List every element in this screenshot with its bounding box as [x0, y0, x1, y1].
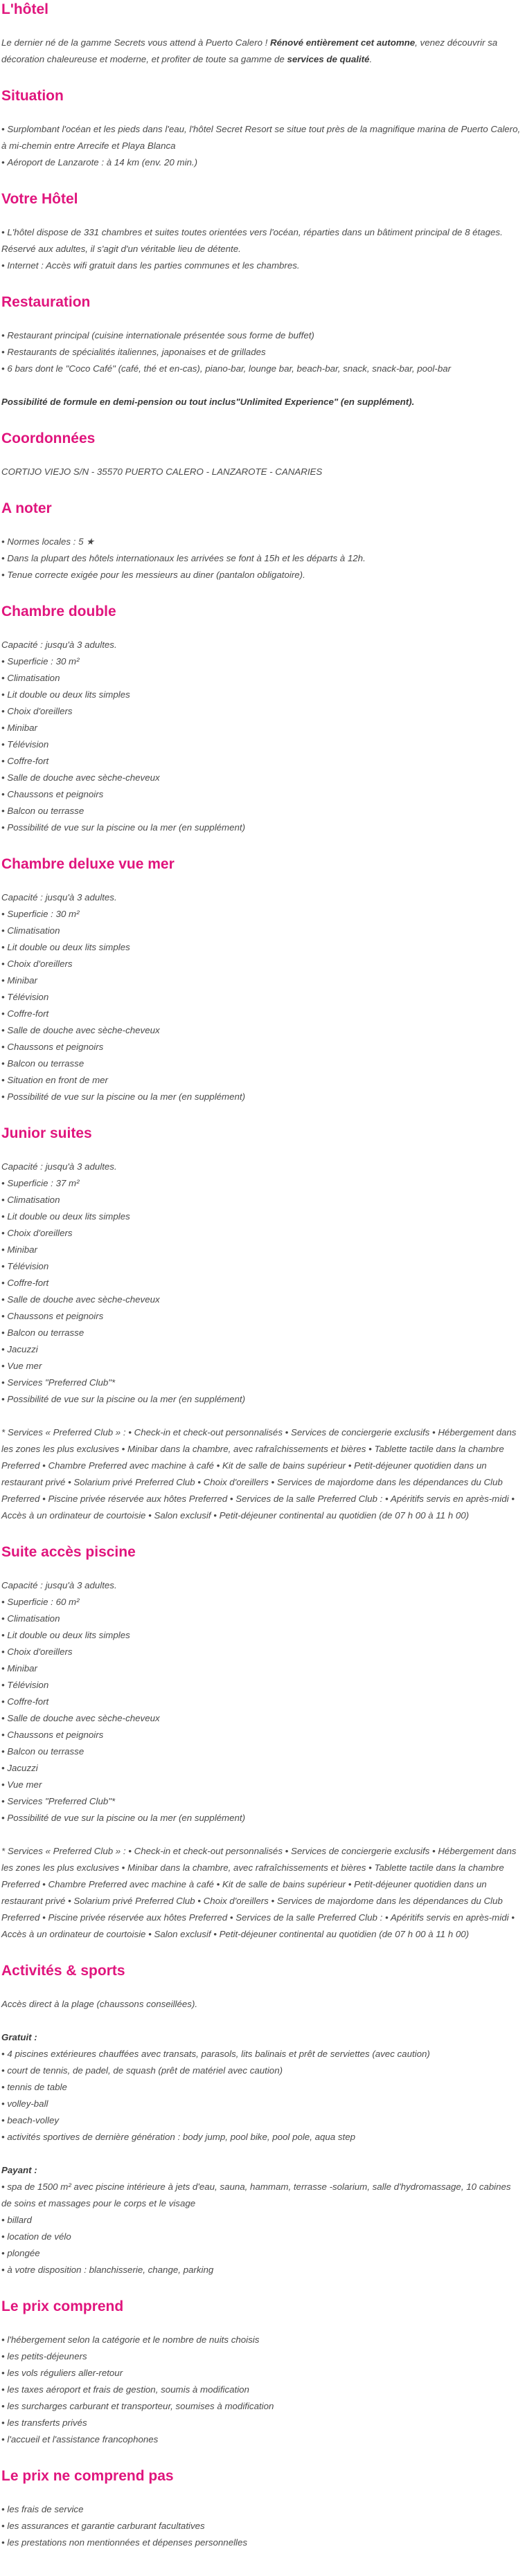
list-item: • Coffre-fort	[1, 1275, 524, 1291]
activites-intro: Accès direct à la plage (chaussons conseillées).	[1, 1999, 198, 2009]
junior-suites-list	[1, 1175, 524, 1408]
list-item: • Coffre-fort	[1, 1694, 524, 1710]
list-item: • Services "Preferred Club"*	[1, 1793, 524, 1810]
restauration-note: Possibilité de formule en demi-pension ou tout inclus"Unlimited Experience" (en supplément).	[1, 397, 415, 407]
room-capacity: Capacité : jusqu'à 3 adultes.	[1, 1580, 117, 1590]
list-item: • 6 bars dont le "Coco Café" (café, thé et en-cas), piano-bar, lounge bar, beach-bar, snack, snack-bar, pool-bar	[1, 361, 524, 377]
list-item: • Choix d'oreillers	[1, 956, 524, 972]
list-item: • Aéroport de Lanzarote : à 14 km (env. 20 min.)	[1, 154, 524, 171]
list-item: • Superficie : 60 m²	[1, 1594, 524, 1611]
list-item: • Télévision	[1, 1677, 524, 1694]
prix-comprend-list	[1, 2332, 524, 2448]
list-item: • Climatisation	[1, 670, 524, 687]
section-title-prix-comprend: Le prix comprend	[1, 2298, 124, 2314]
section-title-a-noter: A noter	[1, 500, 52, 516]
section-situation	[1, 87, 524, 171]
list-item: • Choix d'oreillers	[1, 1644, 524, 1660]
section-title-votre-hotel: Votre Hôtel	[1, 191, 78, 207]
list-item: • spa de 1500 m² avec piscine intérieure à jets d'eau, sauna, hammam, terrasse -solarium, salle d'hydromassage, 10 cabines de soins et massages pour le corps et le visage	[1, 2179, 524, 2212]
list-item: • Dans la plupart des hôtels internationaux les arrivées se font à 15h et les départs à 12h.	[1, 550, 524, 567]
list-item: • les assurances et garantie carburant facultatives	[1, 2518, 524, 2534]
prix-ne-comprend-list	[1, 2501, 524, 2551]
list-item: • à votre disposition : blanchisserie, change, parking	[1, 2262, 524, 2278]
list-item: • les transferts privés	[1, 2415, 524, 2431]
list-item: • Lit double ou deux lits simples	[1, 687, 524, 703]
room-capacity: Capacité : jusqu'à 3 adultes.	[1, 1161, 117, 1172]
gratuit-label: Gratuit :	[1, 2032, 37, 2042]
payant-label: Payant :	[1, 2165, 37, 2175]
section-hotel	[1, 0, 524, 68]
list-item: • Minibar	[1, 720, 524, 736]
section-junior-suites	[1, 1124, 524, 1524]
section-title-chambre-deluxe: Chambre deluxe vue mer	[1, 856, 175, 872]
list-item: • Superficie : 30 m²	[1, 653, 524, 670]
list-item: • les frais de service	[1, 2501, 524, 2518]
list-item: • billard	[1, 2212, 524, 2229]
list-item: • Superficie : 37 m²	[1, 1175, 524, 1192]
preferred-club-footnote: * Services « Preferred Club » : • Check-in et check-out personnalisés • Services de conciergerie exclusifs • Hébergement dans les zones les plus exclusives • Minibar dans la chambre, avec rafraîchissements et bières • Tablette tactile dans la chambre Preferred • Chambre Preferred avec machine à café • Kit de salle de bains supérieur • Petit-déjeuner quotidien dans un restaurant privé • Solarium privé Preferred Club • Choix d'oreillers • Services de majordome dans les dépendances du Club Preferred • Piscine privée réservée aux hôtes Preferred • Services de la salle Preferred Club : • Apéritifs servis en après-midi • Accès à un ordinateur de courtoisie • Salon exclusif • Petit-déjeuner continental au quotidien (de 07 h 00 à 11 h 00)	[1, 1427, 517, 1521]
section-votre-hotel	[1, 190, 524, 274]
list-item: • Possibilité de vue sur la piscine ou la mer (en supplément)	[1, 1391, 524, 1408]
hotel-intro: Le dernier né de la gamme Secrets vous attend à Puerto Calero ! Rénové entièrement cet automne, venez découvrir sa décoration chaleureuse et moderne, et profiter de toute sa gamme de services de qualité.	[1, 37, 498, 64]
list-item: • Salle de douche avec sèche-cheveux	[1, 1291, 524, 1308]
list-item: • Normes locales : 5 ★	[1, 534, 524, 550]
chambre-deluxe-list	[1, 906, 524, 1105]
section-title-situation: Situation	[1, 88, 64, 104]
section-chambre-deluxe	[1, 855, 524, 1105]
list-item: • plongée	[1, 2245, 524, 2262]
suite-piscine-list	[1, 1594, 524, 1826]
list-item: • Balcon ou terrasse	[1, 1325, 524, 1341]
address: CORTIJO VIEJO S/N - 35570 PUERTO CALERO - LANZAROTE - CANARIES	[1, 466, 323, 477]
section-activites	[1, 1961, 524, 2278]
section-title-prix-ne-comprend: Le prix ne comprend pas	[1, 2468, 174, 2484]
list-item: • Coffre-fort	[1, 753, 524, 770]
list-item: • Tenue correcte exigée pour les messieurs au diner (pantalon obligatoire).	[1, 567, 524, 583]
list-item: • Lit double ou deux lits simples	[1, 1627, 524, 1644]
list-item: • tennis de table	[1, 2079, 524, 2096]
section-prix-comprend	[1, 2297, 524, 2448]
list-item: • l'accueil et l'assistance francophones	[1, 2431, 524, 2448]
list-item: • les vols réguliers aller-retour	[1, 2365, 524, 2382]
section-chambre-double	[1, 602, 524, 836]
list-item: • Minibar	[1, 972, 524, 989]
list-item: • Chaussons et peignoirs	[1, 1308, 524, 1325]
section-a-noter	[1, 499, 524, 583]
chambre-double-list	[1, 653, 524, 836]
a-noter-list	[1, 534, 524, 583]
list-item: • volley-ball	[1, 2096, 524, 2112]
list-item: • les prestations non mentionnées et dépenses personnelles	[1, 2534, 524, 2551]
list-item: • Possibilité de vue sur la piscine ou la mer (en supplément)	[1, 1810, 524, 1826]
list-item: • les petits-déjeuners	[1, 2348, 524, 2365]
restauration-list	[1, 327, 524, 377]
section-title-chambre-double: Chambre double	[1, 604, 116, 619]
payant-list	[1, 2179, 524, 2278]
list-item: • les surcharges carburant et transporteur, soumises à modification	[1, 2398, 524, 2415]
list-item: • location de vélo	[1, 2229, 524, 2245]
list-item: • Jacuzzi	[1, 1760, 524, 1777]
situation-list	[1, 121, 524, 171]
section-prix-ne-comprend	[1, 2467, 524, 2551]
list-item: • Salle de douche avec sèche-cheveux	[1, 1022, 524, 1039]
list-item: • Lit double ou deux lits simples	[1, 1208, 524, 1225]
section-restauration	[1, 293, 524, 410]
list-item: • Salle de douche avec sèche-cheveux	[1, 1710, 524, 1727]
list-item: • court de tennis, de padel, de squash (prêt de matériel avec caution)	[1, 2062, 524, 2079]
section-title-suite-piscine: Suite accès piscine	[1, 1544, 136, 1560]
list-item: • Choix d'oreillers	[1, 1225, 524, 1242]
list-item: • Chaussons et peignoirs	[1, 1727, 524, 1743]
list-item: • Situation en front de mer	[1, 1072, 524, 1089]
list-item: • Superficie : 30 m²	[1, 906, 524, 923]
list-item: • les taxes aéroport et frais de gestion, soumis à modification	[1, 2382, 524, 2398]
list-item: • Chaussons et peignoirs	[1, 786, 524, 803]
list-item: • Vue mer	[1, 1358, 524, 1375]
gratuit-list	[1, 2046, 524, 2146]
list-item: • Balcon ou terrasse	[1, 1055, 524, 1072]
list-item: • Choix d'oreillers	[1, 703, 524, 720]
list-item: • Restaurant principal (cuisine internationale présentée sous forme de buffet)	[1, 327, 524, 344]
list-item: • Télévision	[1, 1258, 524, 1275]
list-item: • Lit double ou deux lits simples	[1, 939, 524, 956]
list-item: • Climatisation	[1, 923, 524, 939]
section-title-restauration: Restauration	[1, 294, 91, 310]
list-item: • Télévision	[1, 736, 524, 753]
list-item: • Minibar	[1, 1242, 524, 1258]
list-item: • Possibilité de vue sur la piscine ou la mer (en supplément)	[1, 1089, 524, 1105]
section-title-hotel: L'hôtel	[1, 1, 48, 17]
room-capacity: Capacité : jusqu'à 3 adultes.	[1, 892, 117, 902]
section-title-activites: Activités & sports	[1, 1963, 125, 1979]
preferred-club-footnote: * Services « Preferred Club » : • Check-in et check-out personnalisés • Services de conciergerie exclusifs • Hébergement dans les zones les plus exclusives • Minibar dans la chambre, avec rafraîchissements et bières • Tablette tactile dans la chambre Preferred • Chambre Preferred avec machine à café • Kit de salle de bains supérieur • Petit-déjeuner quotidien dans un restaurant privé • Solarium privé Preferred Club • Choix d'oreillers • Services de majordome dans les dépendances du Club Preferred • Piscine privée réservée aux hôtes Preferred • Services de la salle Preferred Club : • Apéritifs servis en après-midi • Accès à un ordinateur de courtoisie • Salon exclusif • Petit-déjeuner continental au quotidien (de 07 h 00 à 11 h 00)	[1, 1846, 517, 1939]
list-item: • 4 piscines extérieures chauffées avec transats, parasols, lits balinais et prêt de serviettes (avec caution)	[1, 2046, 524, 2062]
list-item: • beach-volley	[1, 2112, 524, 2129]
section-title-coordonnees: Coordonnées	[1, 430, 96, 446]
list-item: • Restaurants de spécialités italiennes, japonaises et de grillades	[1, 344, 524, 361]
list-item: • Possibilité de vue sur la piscine ou la mer (en supplément)	[1, 819, 524, 836]
list-item: • Climatisation	[1, 1192, 524, 1208]
list-item: • Balcon ou terrasse	[1, 1743, 524, 1760]
list-item: • Services "Preferred Club"*	[1, 1375, 524, 1391]
list-item: • Balcon ou terrasse	[1, 803, 524, 819]
list-item: • Chaussons et peignoirs	[1, 1039, 524, 1055]
list-item: • Télévision	[1, 989, 524, 1006]
votre-hotel-list	[1, 224, 524, 274]
list-item: • l'hébergement selon la catégorie et le nombre de nuits choisis	[1, 2332, 524, 2348]
list-item: • Jacuzzi	[1, 1341, 524, 1358]
section-suite-piscine	[1, 1543, 524, 1943]
list-item: • Vue mer	[1, 1777, 524, 1793]
list-item: • L'hôtel dispose de 331 chambres et suites toutes orientées vers l'océan, réparties dans un bâtiment principal de 8 étages. Réservé aux adultes, il s'agit d'un véritable lieu de détente.	[1, 224, 524, 257]
section-coordonnees	[1, 429, 524, 480]
list-item: • Salle de douche avec sèche-cheveux	[1, 770, 524, 786]
list-item: • Internet : Accès wifi gratuit dans les parties communes et les chambres.	[1, 257, 524, 274]
list-item: • Coffre-fort	[1, 1006, 524, 1022]
list-item: • Surplombant l'océan et les pieds dans l'eau, l'hôtel Secret Resort se situe tout près de la magnifique marina de Puerto Calero, à mi-chemin entre Arrecife et Playa Blanca	[1, 121, 524, 154]
section-title-junior-suites: Junior suites	[1, 1125, 92, 1141]
room-capacity: Capacité : jusqu'à 3 adultes.	[1, 640, 117, 650]
list-item: • Climatisation	[1, 1611, 524, 1627]
list-item: • Minibar	[1, 1660, 524, 1677]
list-item: • activités sportives de dernière génération : body jump, pool bike, pool pole, aqua step	[1, 2129, 524, 2146]
